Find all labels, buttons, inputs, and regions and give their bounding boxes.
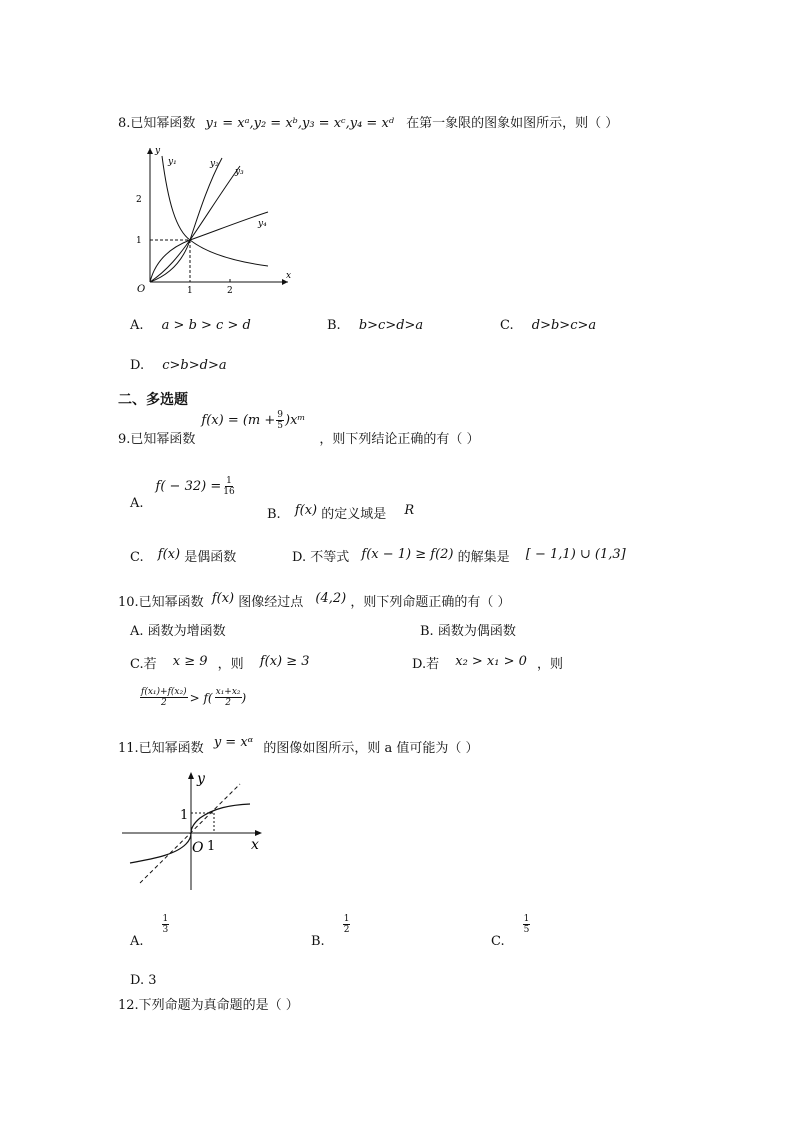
q11-x-label: x — [251, 837, 259, 853]
q11-x-arrow — [255, 830, 262, 836]
q11-ytick: 1 — [180, 808, 189, 823]
q10-option-d-inequality: $\frac{\text{f(x₁)+f(x₂)}}{2}$ > f( $\frac{\text{x₁+x₂}}{2}$ ) — [141, 687, 247, 708]
q8-curve-y2 — [150, 158, 222, 282]
q11-option-a[interactable]: A. $\frac{1}{3}$ — [130, 914, 169, 949]
q8-option-c[interactable]: C. d>b>c>a — [500, 318, 597, 333]
q9-suffix: ，则下列结论正确的有（ ） — [319, 432, 480, 447]
q9-prefix: 9.已知幂函数 — [118, 432, 196, 447]
q10-option-a[interactable]: A. 函数为增函数 — [130, 624, 226, 639]
q8-y-arrow — [147, 148, 153, 154]
q9-option-d[interactable]: D. 不等式 f(x − 1) ≥ f(2) 的解集是 [ − 1,1) ∪ (1,3] — [292, 547, 626, 565]
q8-graph — [128, 142, 298, 302]
q10-option-b[interactable]: B. 函数为偶函数 — [420, 624, 516, 639]
q11-prefix: 11.已知幂函数 — [118, 741, 204, 756]
q8-label-y3: y₃ — [235, 167, 244, 177]
q8-stem — [118, 112, 618, 131]
q9-option-a[interactable]: A. f( − 32) = $\frac{1}{16}$ — [130, 476, 235, 511]
q8-ytick-2: 2 — [136, 195, 142, 205]
q8-xtick-2: 2 — [227, 286, 233, 296]
q8-ytick-1: 1 — [136, 236, 142, 246]
q11-option-c[interactable]: C. $\frac{1}{5}$ — [491, 914, 530, 949]
section-multiple-choice: 二、多选题 — [118, 392, 188, 408]
q10-option-c[interactable]: C.若 x ≥ 9 ，则 f(x) ≥ 3 — [130, 654, 310, 672]
q8-curve-y4 — [150, 212, 268, 282]
q8-xtick-1: 1 — [187, 286, 193, 296]
q8-origin: O — [137, 284, 146, 295]
q8-option-a[interactable]: A. a > b > c > d — [130, 318, 251, 333]
q10-stem: 10.已知幂函数 f(x) 图像经过点 (4,2) ，则下列命题正确的有（ ） — [118, 591, 511, 610]
q9-formula: f(x) = (m + $\frac{9}{5}$ )xᵐ — [201, 410, 306, 431]
q8-x-label: x — [286, 271, 292, 281]
q9-option-b[interactable]: B. f(x) 的定义域是 R — [267, 503, 415, 522]
q8-option-d[interactable]: D. c>b>d>a — [130, 358, 227, 373]
q8-y-label: y — [155, 146, 161, 156]
q11-xtick: 1 — [207, 839, 216, 854]
q11-option-d[interactable]: D. 3 — [130, 973, 157, 988]
q8-formula: y₁ = xᵃ,y₂ = xᵇ,y₃ = xᶜ,y₄ = xᵈ — [205, 116, 394, 131]
q11-stem: 11.已知幂函数 y = xᵅ 的图像如图所示，则 a 值可能为（ ） — [118, 735, 479, 756]
q11-graph — [118, 768, 268, 893]
q12-stem: 12.下列命题为真命题的是（ ） — [118, 998, 299, 1013]
q8-option-b[interactable]: B. b>c>d>a — [327, 318, 424, 333]
q11-option-b[interactable]: B. $\frac{1}{2}$ — [311, 914, 350, 949]
q8-label-y1: y₁ — [168, 157, 177, 167]
q9-option-c[interactable]: C. f(x) 是偶函数 — [130, 547, 237, 565]
q11-origin: O — [192, 840, 204, 856]
q10-prefix: 10.已知幂函数 — [118, 595, 204, 610]
q11-y-arrow — [188, 772, 194, 779]
q10-option-d[interactable]: D.若 x₂ > x₁ > 0 ，则 — [412, 654, 564, 672]
q8-label-y2: y₂ — [210, 159, 219, 169]
q8-prefix: 8.已知幂函数 — [118, 116, 196, 131]
q11-y-label: y — [197, 771, 205, 787]
q9-stem — [118, 410, 480, 447]
q8-label-y4: y₄ — [258, 219, 267, 229]
q8-suffix: 在第一象限的图象如图所示，则（ ） — [406, 116, 619, 131]
